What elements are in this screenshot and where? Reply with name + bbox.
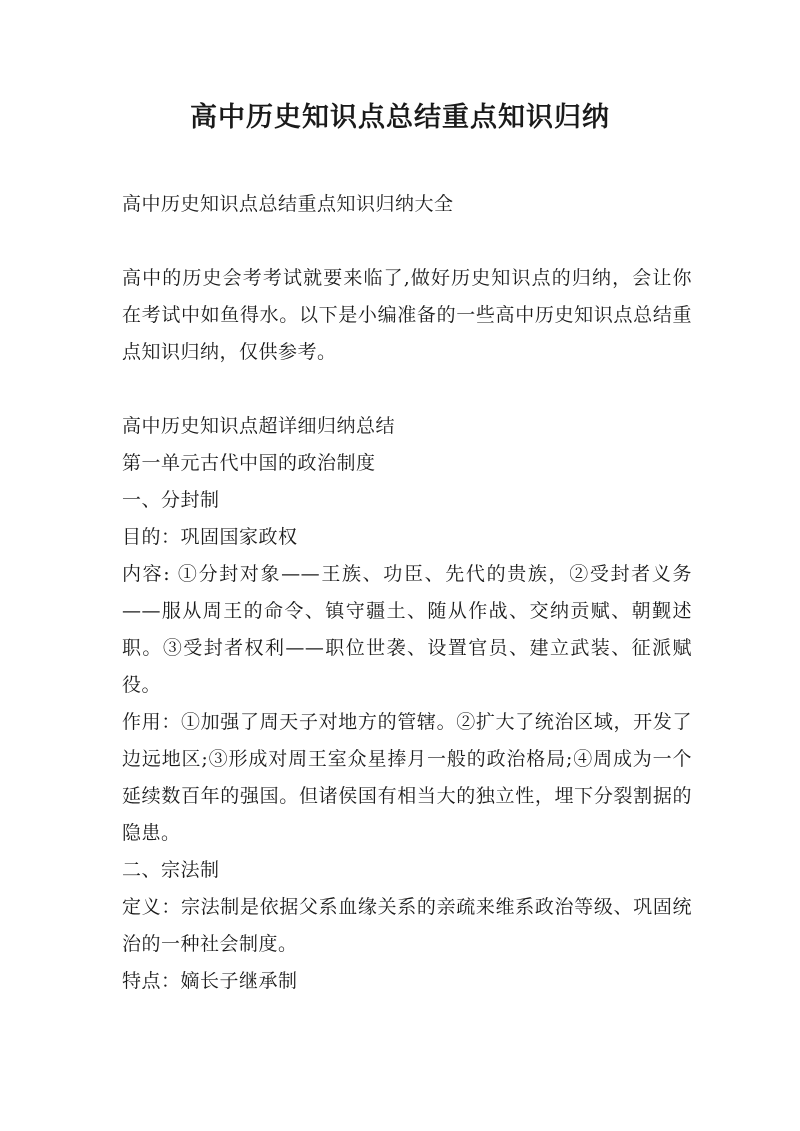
paragraph-definition: 定义：宗法制是依据父系血缘关系的亲疏来维系政治等级、巩固统治的一种社会制度。 [122,896,692,955]
paragraph-purpose: 目的：巩固国家政权 [122,526,298,548]
section-heading-zongfa: 二、宗法制 [122,859,220,881]
unit-heading: 第一单元古代中国的政治制度 [122,452,376,474]
section-heading: 高中历史知识点超详细归纳总结 [122,415,396,437]
document-subtitle: 高中历史知识点总结重点知识归纳大全 [122,193,454,215]
document-title: 高中历史知识点总结重点知识归纳 [190,102,610,133]
intro-paragraph: 高中的历史会考考试就要来临了,做好历史知识点的归纳，会让你在考试中如鱼得水。以下是小编准备的一些高中历史知识点总结重点知识归纳，仅供参考。 [122,267,692,363]
paragraph-feature: 特点：嫡长子继承制 [122,970,298,992]
section-heading-fengjian: 一、分封制 [122,489,220,511]
paragraph-effect: 作用：①加强了周天子对地方的管辖。②扩大了统治区域，开发了边远地区;③形成对周王室众星捧月一般的政治格局;④周成为一个延续数百年的强国。但诸侯国有相当大的独立性，埋下分裂割据的隐患。 [122,711,692,844]
paragraph-content: 内容: ①分封对象——王族、功臣、先代的贵族，②受封者义务——服从周王的命令、镇守疆土、随从作战、交纳贡赋、朝觐述职。③受封者权利——职位世袭、设置官员、建立武装、征派赋役。 [122,563,692,696]
document-body [122,186,692,1000]
